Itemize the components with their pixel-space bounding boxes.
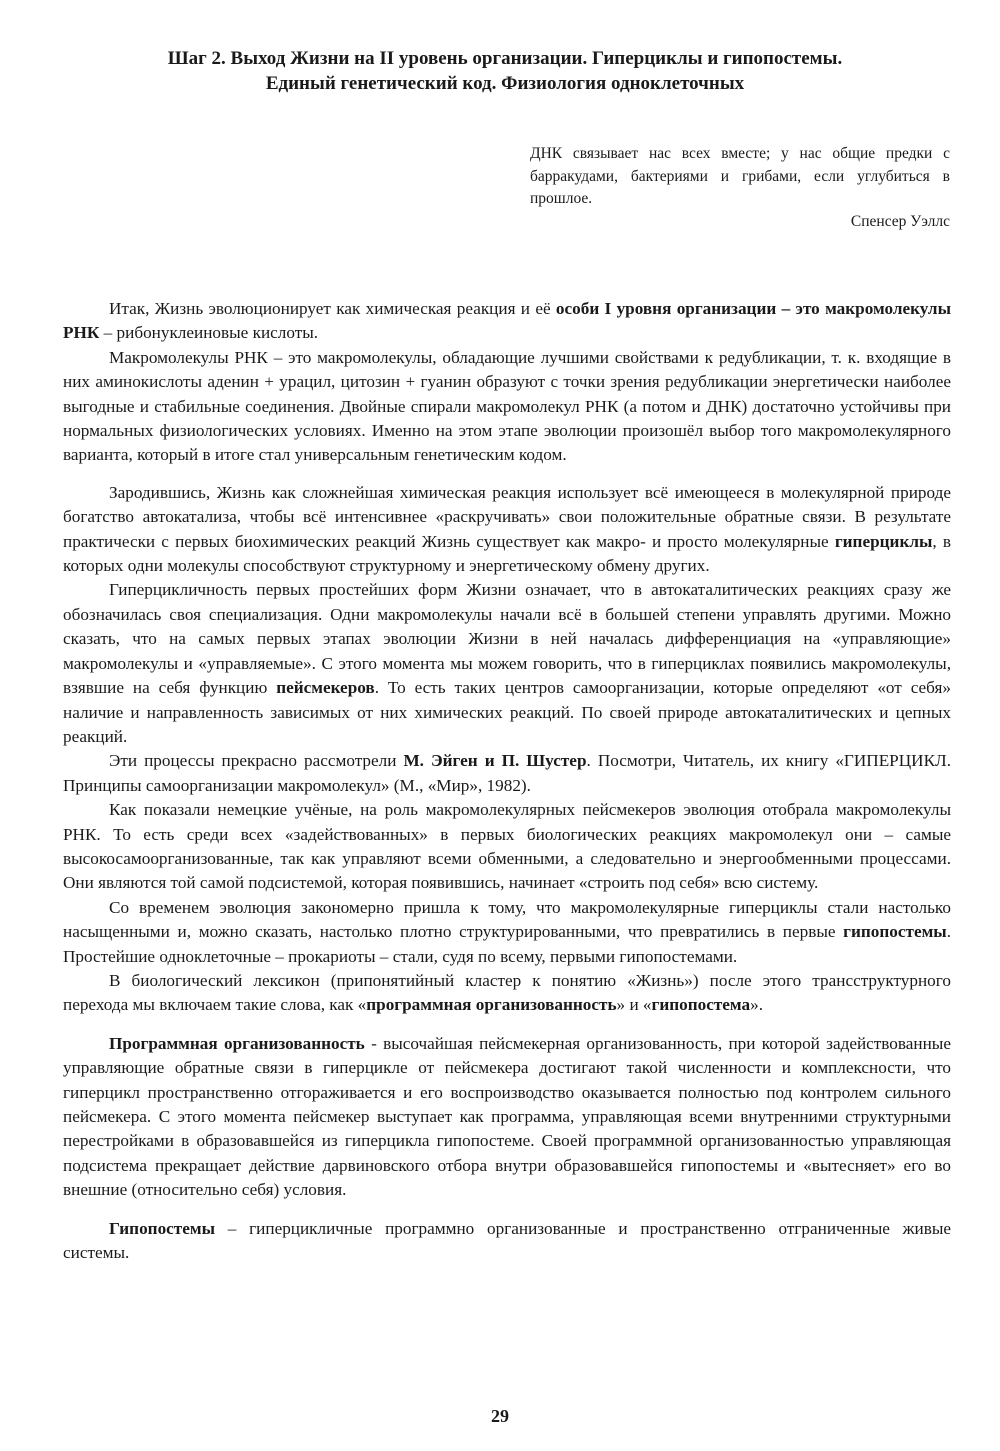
paragraph-7-text-a: Со временем эволюция закономерно пришла к тому, что макромолекулярные гиперциклы стали настолько насыщенными и, можно сказать, настолько плотно структурированными, что превратились в первые bbox=[63, 897, 951, 942]
epigraph-quote: ДНК связывает нас всех вместе; у нас общие предки с барракудами, бактериями и грибами, если углубиться в прошлое. bbox=[530, 145, 950, 207]
heading-line-2: Единый генетический код. Физиология одноклеточных bbox=[265, 73, 745, 94]
paragraph-9-definition bbox=[63, 1032, 951, 1203]
paragraph-8-text-c: » и « bbox=[616, 995, 652, 1015]
paragraph-3-text-a: Зародившись, Жизнь как сложнейшая химическая реакция использует всё имеющееся в молекулярной природе богатство автокатализа, чтобы всё интенсивнее «раскручивать» свои положительные обратные связи. В результате практически с первых биохимических реакций Жизнь существует как макро- и просто молекулярные bbox=[63, 482, 951, 551]
paragraph-1 bbox=[63, 297, 951, 346]
paragraph-10-definition bbox=[63, 1217, 951, 1266]
paragraph-4 bbox=[63, 578, 951, 749]
paragraph-1-bold: особи I уровня организации – это макромолекулы РНК bbox=[63, 299, 951, 343]
paragraph-1-text-c: – рибонуклеиновые кислоты. bbox=[99, 323, 319, 343]
paragraph-2: Макромолекулы РНК – это макромолекулы, обладающие лучшими свойствами к редубликации, т. к. входящие в них аминокислоты аденин + урацил, цитозин + гуанин образуют с точки зрения редубликации энергетически наиболее выгодные и стабильные соединения. Двойные спирали макромолекул РНК (а потом и ДНК) достаточно устойчивы при нормальных физиологических условиях. Именно на этом этапе эволюции произошёл выбор того макромолекулярного варианта, который в итоге стал универсальным генетическим кодом. bbox=[63, 347, 951, 465]
definition-text-hypopostems: – гиперцикличные программно организованные и пространственно отграниченные живые системы. bbox=[63, 1218, 951, 1263]
paragraph-3 bbox=[63, 481, 951, 579]
paragraph-6: Как показали немецкие учёные, на роль макромолекулярных пейсмекеров эволюция отобрала макромолекулы РНК. То есть среди всех «задействованных» в первых биологических реакциях макромолекул они – самые высокосамоорганизованные, так как управляют всеми обменными, а следовательно и энергообменными процессами. Они являются той самой подсистемой, которая появившись, начинает «строить под себя» всю систему. bbox=[63, 800, 951, 893]
paragraph-8-text-a: В биологический лексикон (припонятийный кластер к понятию «Жизнь») после этого трансструктурного перехода мы включаем такие слова, как « bbox=[63, 970, 951, 1015]
paragraph-4-bold: пейсмекеров bbox=[276, 678, 375, 698]
heading-line-1: Шаг 2. Выход Жизни на II уровень организации. Гиперциклы и гипопостемы. bbox=[167, 48, 843, 69]
epigraph-author: Спенсер Уэллс bbox=[850, 212, 950, 230]
paragraph-4-text-a: Гиперцикличность первых простейших форм Жизни означает, что в автокаталитических реакциях сразу же обозначилась своя специализация. Одни макромолекулы начали всё в большей степени управлять другими. Можно сказать, что на самых первых этапах эволюции Жизни в ней началась дифференциация на «управляющие» макромолекулы и «управляемые». С этого момента мы можем говорить, что в гиперциклах появились макромолекулы, взявшие на себя функцию bbox=[63, 580, 951, 698]
paragraph-7-bold: гипопостемы bbox=[843, 922, 947, 942]
main-text bbox=[63, 297, 951, 1265]
definition-text-program-organization: - высочайшая пейсмекерная организованность, при которой задействованные управляющие обратные связи в гиперцикле от пейсмекера достигают такой численности и комплексности, что гиперцикл пространственно отгораживается и его воспроизводство оказывается полностью под контролем сильного пейсмекера. С этого момента пейсмекер выступает как программа, управляющая всеми внутренними структурными перестройками в образовавшейся из гиперцикла гипопостеме. Своей программной организованностью управляющая подсистема прекращает действие дарвиновского отбора внутри образовавшейся гипопостемы и «вытесняет» его во внешние (относительно себя) условия. bbox=[63, 1033, 951, 1200]
chapter-heading bbox=[60, 46, 950, 96]
paragraph-5-bold: М. Эйген и П. Шустер bbox=[403, 751, 587, 771]
paragraph-5-text-c: . Посмотри, Читатель, их книгу «ГИПЕРЦИКЛ. Принципы самоорганизации макромолекул» (М., «Мир», 1982). bbox=[63, 751, 951, 795]
epigraph bbox=[530, 143, 950, 233]
paragraph-5 bbox=[63, 749, 951, 798]
page-number: 29 bbox=[491, 1406, 509, 1426]
definition-term-program-organization: Программная организованность bbox=[109, 1033, 365, 1053]
paragraph-3-text-c: , в которых одни молекулы способствуют структурному и энергетическому обмену других. bbox=[63, 531, 951, 576]
paragraph-1-text-a: Итак, Жизнь эволюционирует как химическая реакция и её bbox=[109, 299, 556, 318]
paragraph-7 bbox=[63, 896, 951, 969]
paragraph-4-text-c: . То есть таких центров самоорганизации, которые определяют «от себя» наличие и направленность зависимых от них химических реакций. По своей природе автокаталитических и цепных реакций. bbox=[63, 678, 951, 746]
paragraph-8-bold-1: программная организованность bbox=[366, 995, 617, 1015]
definition-term-hypopostems: Гипопостемы bbox=[109, 1218, 216, 1238]
paragraph-3-bold: гиперциклы bbox=[834, 531, 933, 551]
paragraph-8-text-e: ». bbox=[750, 995, 764, 1015]
paragraph-5-text-a: Эти процессы прекрасно рассмотрели bbox=[109, 751, 404, 771]
paragraph-7-text-c: . Простейшие одноклеточные – прокариоты – стали, судя по всему, первыми гипопостемами. bbox=[63, 922, 951, 966]
paragraph-8-bold-2: гипопостема bbox=[651, 995, 751, 1015]
paragraph-8 bbox=[63, 969, 951, 1018]
